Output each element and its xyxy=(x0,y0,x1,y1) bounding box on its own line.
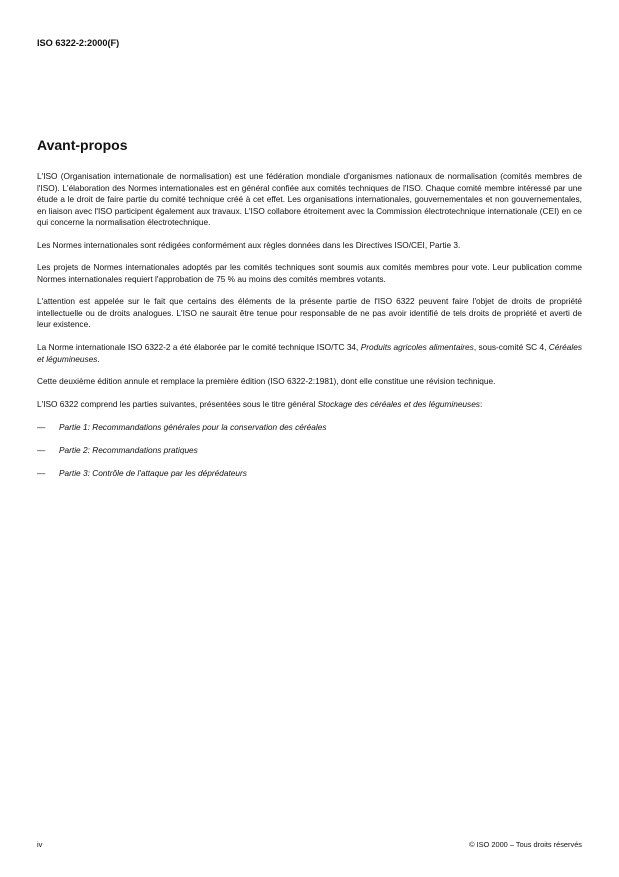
committee-name: Produits agricoles alimentaires xyxy=(360,342,474,353)
list-item-text: Partie 3: Contrôle de l'attaque par les déprédateurs xyxy=(59,468,247,479)
paragraph: Les Normes internationales sont rédigées conformément aux règles données dans les Directives ISO/CEI, Partie 3. xyxy=(37,239,461,250)
list-item xyxy=(37,422,582,434)
list-dash: — xyxy=(37,422,46,433)
document-id-header: ISO 6322-2:2000(F) xyxy=(37,38,120,48)
page-number: iv xyxy=(37,840,43,849)
text: . xyxy=(97,353,100,364)
paragraph: L'attention est appelée sur le fait que certains des éléments de la présente partie de l'ISO 6322 peuvent faire l'objet de droits de propriété intellectuelle ou de droits analogues. L'ISO ne saurait être tenue pour responsable de ne pas avoir identifié de tels droits de propriété et averti de leur existence. xyxy=(37,296,582,330)
list-dash: — xyxy=(37,445,46,456)
list-item xyxy=(37,445,582,457)
list-item-text: Partie 2: Recommandations pratiques xyxy=(59,445,198,456)
subcommittee-name: Céréales et légumineuses xyxy=(37,342,582,364)
paragraph: L'ISO (Organisation internationale de normalisation) est une fédération mondiale d'organismes nationaux de normalisation (comités membres de l'ISO). L'élaboration des Normes internationales est en général confiée aux comités techniques de l'ISO. Chaque comité membre intéressé par une étude a le droit de faire partie du comité technique créé à cet effet. Les organisations internationales, gouvernementales et non gouvernementales, en liaison avec l'ISO participent également aux travaux. L'ISO collabore étroitement avec la Commission électrotechnique internationale (CEI) en ce qui concerne la normalisation électrotechnique. xyxy=(37,171,582,228)
text: : xyxy=(479,398,483,409)
foreword-body xyxy=(37,171,582,491)
paragraph: Les projets de Normes internationales adoptés par les comités techniques sont soumis aux comités membres pour vote. Leur publication comme Normes internationales requiert l'approbation de 75 % au moins des comités membres votants. xyxy=(37,262,582,284)
copyright-notice: © ISO 2000 – Tous droits réservés xyxy=(469,840,582,849)
list-dash: — xyxy=(37,468,46,479)
paragraph xyxy=(37,399,582,411)
text: La Norme internationale ISO 6322-2 a été élaborée par le comité technique ISO/TC 34, xyxy=(37,342,361,353)
paragraph: Cette deuxième édition annule et remplace la première édition (ISO 6322-2:1981), dont elle constitue une révision technique. xyxy=(37,376,496,387)
page-title: Avant-propos xyxy=(37,137,128,153)
text: L'ISO 6322 comprend les parties suivantes, présentées sous le titre général xyxy=(37,398,318,409)
list-item-text: Partie 1: Recommandations générales pour la conservation des céréales xyxy=(59,422,327,433)
series-title: Stockage des céréales et des légumineuses xyxy=(317,398,480,409)
paragraph xyxy=(37,342,582,365)
list-item xyxy=(37,468,582,480)
text: , sous-comité SC 4, xyxy=(473,342,549,353)
